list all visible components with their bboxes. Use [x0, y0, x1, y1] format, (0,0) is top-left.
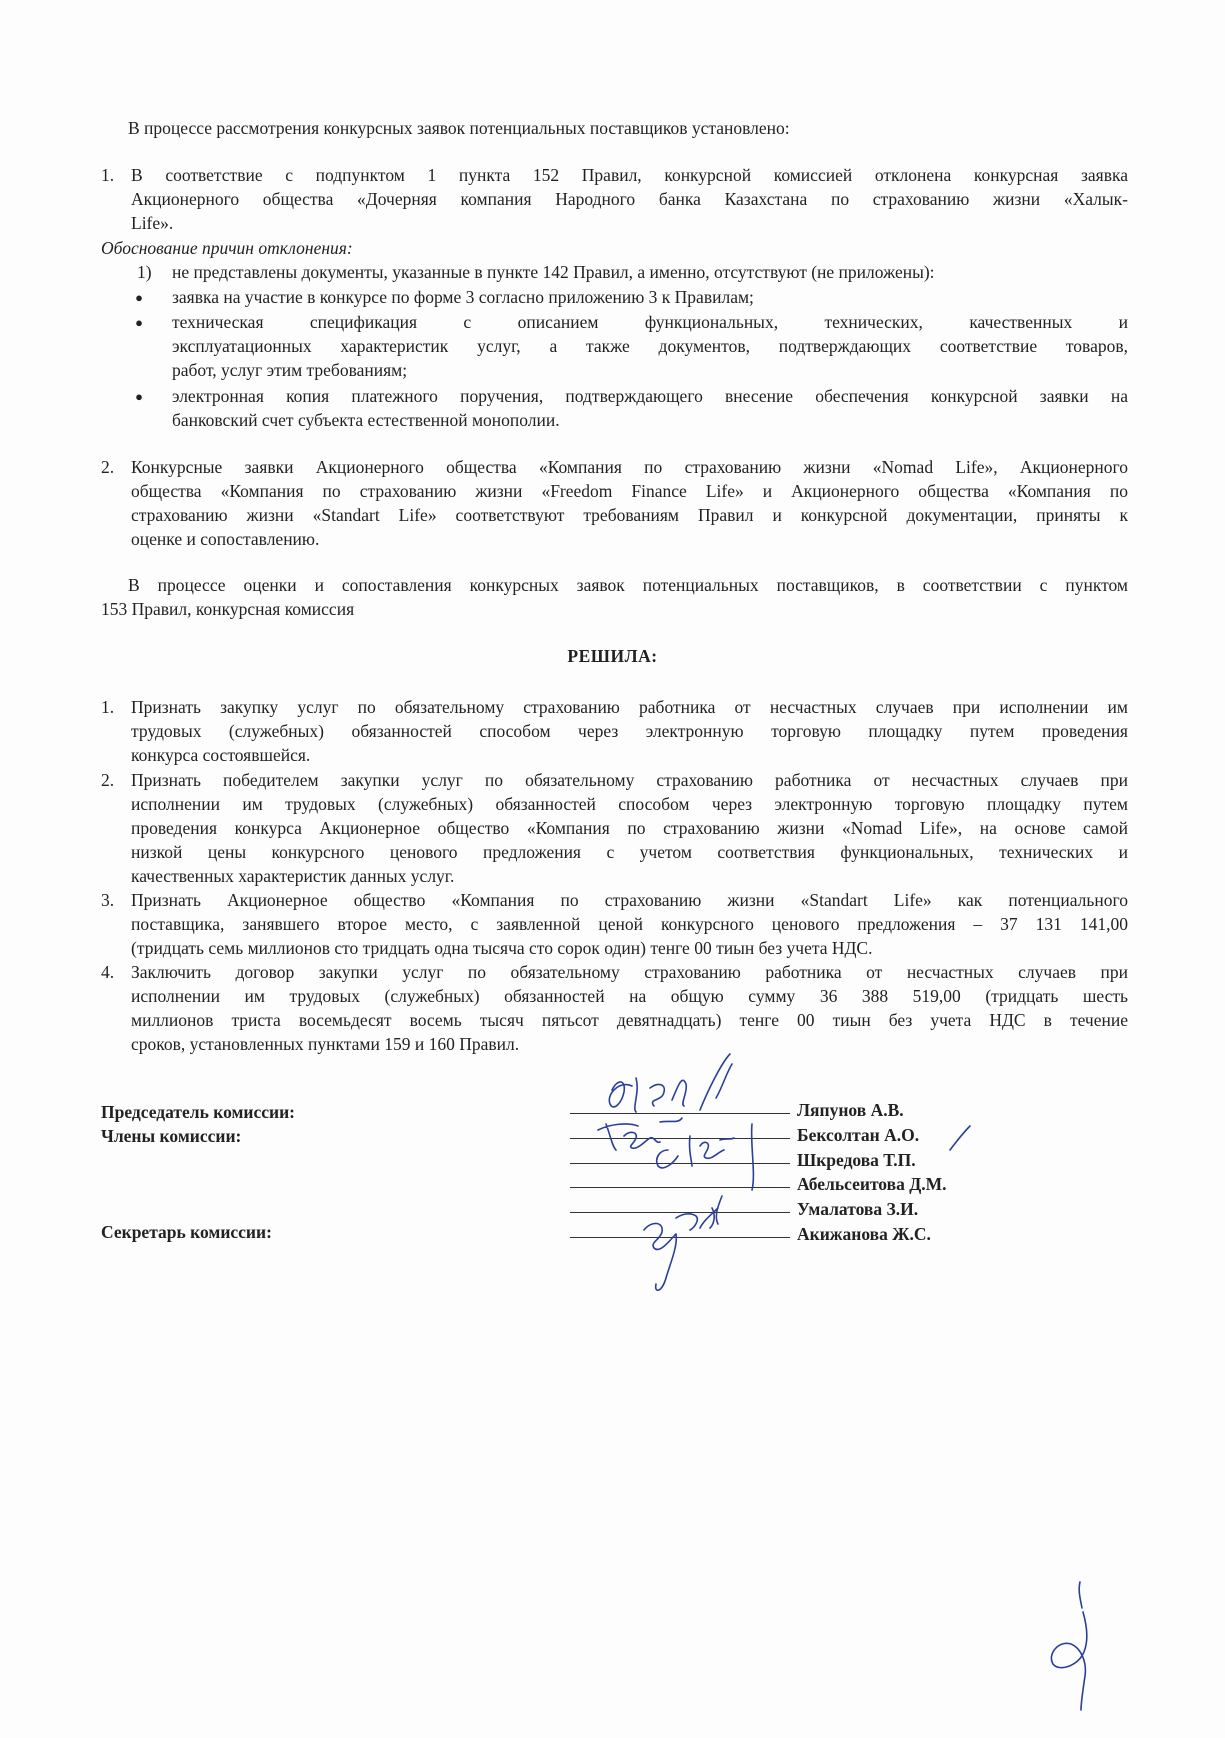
text-line: трудовых (служебных) обязанностей способом через электронную торговую площадку путем проведения	[131, 721, 1128, 741]
text-line: эксплуатационных характеристик услуг, а также документов, подтверждающих соответствие товаров,	[172, 336, 1128, 356]
bullet-icon: ●	[135, 315, 143, 330]
secretary-label: Секретарь комиссии:	[101, 1222, 272, 1242]
decision-2-number: 2.	[101, 770, 115, 790]
text-line: конкурса состоявшейся.	[131, 745, 311, 765]
text-line: сроков, установленных пунктами 159 и 160 Правил.	[131, 1034, 520, 1054]
signatory-name: Шкредова Т.П.	[797, 1150, 916, 1170]
ink-strokes	[598, 1054, 1087, 1710]
signatory-name: Ляпунов А.В.	[797, 1100, 904, 1120]
text-line: поставщика, занявшего второе место, с заявленной ценой конкурсного ценового предложения – 37 131 141,00	[131, 914, 1128, 934]
text-line: низкой цены конкурсного ценового предложения с учетом соответствия функциональных, технических и	[131, 842, 1128, 862]
decision-4-number: 4.	[101, 962, 115, 982]
text-line: В процессе оценки и сопоставления конкурсных заявок потенциальных поставщиков, в соответствии с пунктом	[128, 575, 1128, 595]
text-line: заявка на участие в конкурсе по форме 3 согласно приложению 3 к Правилам;	[172, 287, 754, 307]
section-2-number: 2.	[101, 457, 115, 477]
text-line: Признать Акционерное общество «Компания по страхованию жизни «Standart Life» как потенциального	[131, 890, 1128, 910]
text-line: страхованию жизни «Standart Life» соответствуют требованиям Правил и конкурсной документации, приняты к	[131, 505, 1128, 525]
decision-1-number: 1.	[101, 697, 115, 717]
text-line: Признать победителем закупки услуг по обязательному страхованию работника от несчастных случаев при	[131, 770, 1128, 790]
members-label: Члены комиссии:	[101, 1126, 242, 1146]
sub-item-number: 1)	[137, 262, 152, 282]
text-line: проведения конкурса Акционерное общество «Компания по страхованию жизни «Nomad Life», на основе самой	[131, 818, 1128, 838]
text-line: банковский счет субъекта естественной монополии.	[172, 410, 560, 430]
text-line: общества «Компания по страхованию жизни «Freedom Finance Life» и Акционерного общества «Компания по	[131, 481, 1128, 501]
text-line: исполнении им трудовых (служебных) обязанностей на общую сумму 36 388 519,00 (тридцать шесть	[131, 986, 1128, 1006]
text-line: (тридцать семь миллионов сто тридцать одна тысяча сто сорок один) тенге 00 тиын без учета НДС.	[131, 938, 873, 958]
text-line: Конкурсные заявки Акционерного общества «Компания по страхованию жизни «Nomad Life», Акционерного	[131, 457, 1128, 477]
signatory-name: Абельсеитова Д.М.	[797, 1174, 947, 1194]
text-line: оценке и сопоставлению.	[131, 529, 320, 549]
text-line: Признать закупку услуг по обязательному страхованию работника от несчастных случаев при исполнении им	[131, 697, 1128, 717]
section-1-number: 1.	[101, 165, 115, 185]
chairman-label: Председатель комиссии:	[101, 1102, 296, 1122]
text-line: Заключить договор закупки услуг по обязательному страхованию работника от несчастных случаев при	[131, 962, 1128, 982]
text-line: Акционерного общества «Дочерняя компания Народного банка Казахстана по страхованию жизни «Халык-	[131, 189, 1128, 209]
decision-heading: РЕШИЛА:	[567, 646, 658, 666]
text-line: исполнении им трудовых (служебных) обязанностей способом через электронную торговую площадку путем	[131, 794, 1128, 814]
bullet-icon: ●	[135, 290, 143, 305]
text-line: В соответствие с подпунктом 1 пункта 152 Правил, конкурсной комиссией отклонена конкурсная заявка	[131, 165, 1128, 185]
text-line: электронная копия платежного поручения, подтверждающего внесение обеспечения конкурсной заявки на	[172, 386, 1128, 406]
signatory-name: Акижанова Ж.С.	[797, 1224, 931, 1244]
decision-3-number: 3.	[101, 890, 115, 910]
text-line: 153 Правил, конкурсная комиссия	[101, 599, 355, 619]
signatory-name: Бексолтан А.О.	[797, 1125, 920, 1145]
text-line: работ, услуг этим требованиям;	[172, 360, 408, 380]
bullet-icon: ●	[135, 389, 143, 404]
text-line: техническая спецификация с описанием функциональных, технических, качественных и	[172, 312, 1128, 332]
signatory-name: Умалатова З.И.	[797, 1199, 919, 1219]
intro-paragraph: В процессе рассмотрения конкурсных заявок потенциальных поставщиков установлено:	[128, 118, 790, 138]
sub-item-text: не представлены документы, указанные в пункте 142 Правил, а именно, отсутствуют (не приложены):	[172, 262, 935, 282]
text-line: Life».	[131, 213, 174, 233]
rejection-reason-title: Обоснование причин отклонения:	[101, 238, 353, 258]
text-line: качественных характеристик данных услуг.	[131, 866, 455, 886]
text-line: миллионов триста восемьдесят восемь тысяч пятьсот девятнадцать) тенге 00 тиын без учета НДС в течение	[131, 1010, 1128, 1030]
